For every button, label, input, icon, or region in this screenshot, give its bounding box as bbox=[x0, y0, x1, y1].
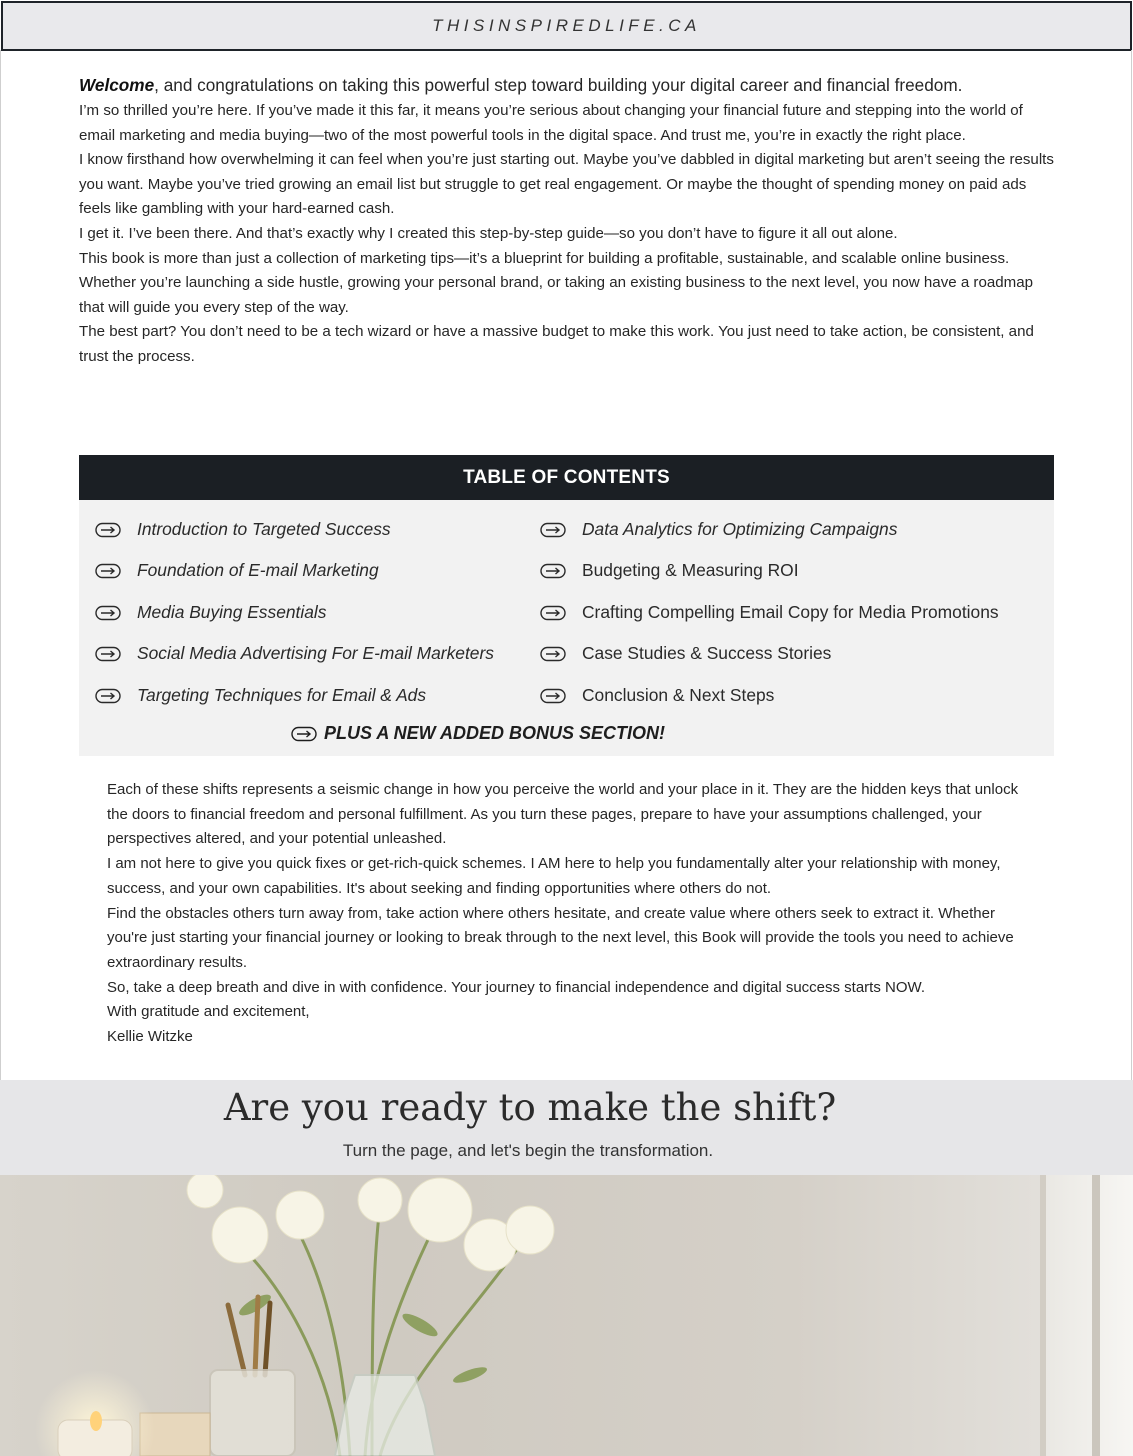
toc-item-label: Social Media Advertising For E-mail Marketers bbox=[137, 643, 494, 663]
toc-item-introduction[interactable] bbox=[95, 519, 391, 540]
intro-paragraph: I get it. I’ve been there. And that’s exactly why I created this step-by-step guide—so you don’t have to figure it all out alone. bbox=[79, 224, 898, 242]
intro-paragraph: The best part? You don’t need to be a tech wizard or have a massive budget to make this work. You just need to take action, be consistent, and trust the process. bbox=[79, 323, 1034, 365]
toc-item-targeting[interactable] bbox=[95, 685, 426, 706]
table-of-contents bbox=[79, 500, 1054, 756]
intro-paragraph: This book is more than just a collection of marketing tips—it’s a blueprint for building a profitable, sustainable, and scalable online business. Whether you’re launching a side hustle, growing your personal brand, or taking an existing business to the next level, you now have a roadmap that will guide you every step of the way. bbox=[79, 249, 1033, 316]
arrow-right-icon bbox=[540, 646, 566, 662]
toc-item-label: Introduction to Targeted Success bbox=[137, 519, 391, 539]
author-name: Kellie Witzke bbox=[107, 1028, 193, 1046]
flowers-desk-photo bbox=[0, 1175, 1133, 1456]
arrow-right-icon bbox=[95, 646, 121, 662]
toc-item-email-foundation[interactable] bbox=[95, 560, 379, 581]
toc-item-conclusion[interactable] bbox=[540, 685, 774, 706]
outro-paragraph: Each of these shifts represents a seismic change in how you perceive the world and your place in it. They are the hidden keys that unlock the doors to financial freedom and personal fulfillment. As you turn these pages, prepare to have your assumptions challenged, your perspectives altered, and your potential unleashed. bbox=[107, 781, 1019, 848]
outro-paragraph: So, take a deep breath and dive in with confidence. Your journey to financial independence and digital success starts NOW. bbox=[107, 978, 926, 996]
toc-title-bar bbox=[79, 455, 1054, 500]
arrow-right-icon bbox=[540, 522, 566, 538]
arrow-right-icon bbox=[540, 605, 566, 621]
toc-title: TABLE OF CONTENTS bbox=[463, 466, 670, 488]
arrow-right-icon bbox=[540, 563, 566, 579]
page-border-right bbox=[1131, 50, 1132, 1080]
toc-item-label: Data Analytics for Optimizing Campaigns bbox=[582, 519, 898, 539]
toc-item-case-studies[interactable] bbox=[540, 643, 831, 664]
arrow-right-icon bbox=[540, 688, 566, 704]
call-to-action-banner bbox=[0, 1080, 1133, 1175]
signoff: With gratitude and excitement, bbox=[107, 1003, 310, 1021]
toc-item-label: Crafting Compelling Email Copy for Media Promotions bbox=[582, 602, 999, 622]
outro-paragraph: Find the obstacles others turn away from, take action where others hesitate, and create value where others seek to extract it. Whether you're just starting your financial journey or looking to break through to the next level, this Book will provide the tools you need to achieve extraordinary results. bbox=[107, 904, 1014, 971]
arrow-right-icon bbox=[291, 726, 317, 742]
arrow-right-icon bbox=[95, 563, 121, 579]
toc-item-label: Media Buying Essentials bbox=[137, 602, 327, 622]
outro-paragraph: I am not here to give you quick fixes or get-rich-quick schemes. I AM here to help you fundamentally alter your relationship with money, success, and your own capabilities. It's about seeking and finding opportunities where others do not. bbox=[107, 855, 1001, 897]
toc-item-social-media[interactable] bbox=[95, 643, 494, 664]
cta-subtext: Turn the page, and let's begin the transformation. bbox=[342, 1141, 714, 1160]
welcome-paragraph bbox=[79, 72, 1059, 99]
welcome-text: , and congratulations on taking this powerful step toward building your digital career and financial freedom. bbox=[154, 75, 963, 95]
toc-item-media-buying[interactable] bbox=[95, 602, 326, 623]
arrow-right-icon bbox=[95, 522, 121, 538]
intro-paragraph: I know firsthand how overwhelming it can feel when you’re just starting out. Maybe you’ve dabbled in digital marketing but aren’t seeing the results you want. Maybe you’ve tried growing an email list but struggle to get real engagement. Or maybe the thought of spending money on paid ads feels like gambling with your hard-earned cash. bbox=[79, 151, 1054, 218]
toc-item-label: Case Studies & Success Stories bbox=[582, 643, 832, 663]
site-header bbox=[1, 1, 1132, 51]
toc-item-data-analytics[interactable] bbox=[540, 519, 897, 540]
site-name: THISINSPIREDLIFE.CA bbox=[432, 16, 701, 35]
toc-item-label: Conclusion & Next Steps bbox=[582, 685, 775, 705]
page-border-left bbox=[0, 50, 1, 1080]
toc-item-label: Foundation of E-mail Marketing bbox=[137, 560, 379, 580]
photo-illustration bbox=[0, 1175, 1133, 1456]
toc-item-label: Budgeting & Measuring ROI bbox=[582, 560, 799, 580]
toc-bonus-label: PLUS A NEW ADDED BONUS SECTION! bbox=[323, 723, 665, 743]
arrow-right-icon bbox=[95, 688, 121, 704]
intro-section bbox=[79, 72, 1059, 370]
toc-item-budgeting[interactable] bbox=[540, 560, 799, 581]
toc-item-label: Targeting Techniques for Email & Ads bbox=[137, 685, 427, 705]
arrow-right-icon bbox=[95, 605, 121, 621]
toc-item-email-copy[interactable] bbox=[540, 602, 999, 623]
cta-heading: Are you ready to make the shift? bbox=[223, 1086, 837, 1129]
intro-paragraph: I’m so thrilled you’re here. If you’ve made it this far, it means you’re serious about changing your financial future and stepping into the world of email marketing and media buying—two of the most powerful tools in the digital space. And trust me, you’re in exactly the right place. bbox=[79, 102, 1023, 144]
welcome-bold: Welcome bbox=[79, 75, 155, 95]
toc-bonus[interactable] bbox=[228, 723, 728, 744]
outro-section bbox=[107, 778, 1037, 1050]
